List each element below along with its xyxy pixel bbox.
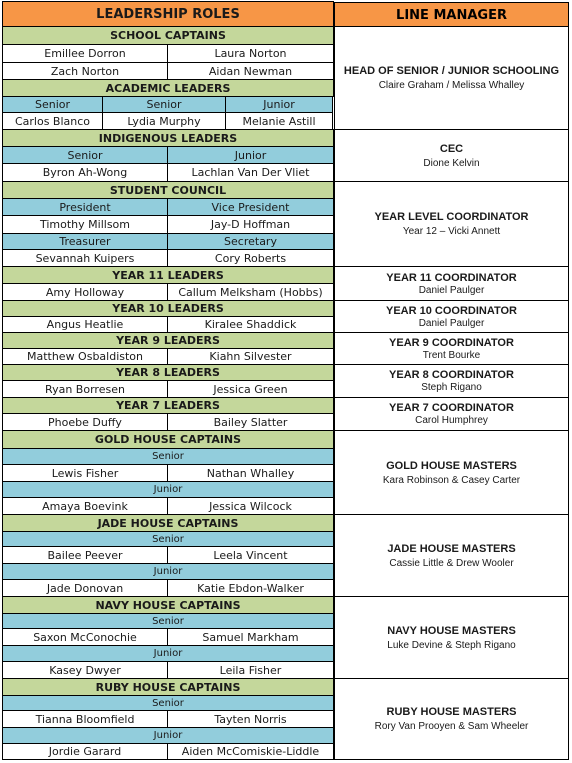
manager-cell <box>334 364 569 398</box>
manager-name: Cassie Little & Drew Wooler <box>389 557 514 569</box>
name-cell: Jay-D Hoffman <box>167 215 334 234</box>
line-manager-header-text: LINE MANAGER <box>396 7 507 23</box>
name-cell: Melanie Astill <box>225 112 333 130</box>
name-cell: Amy Holloway <box>2 283 168 301</box>
navy-house-captains-title: NAVY HOUSE CAPTAINS <box>2 596 334 614</box>
manager-cell <box>334 430 569 515</box>
name-cell: Katie Ebdon-Walker <box>167 579 334 597</box>
name-cell: Sevannah Kuipers <box>2 249 168 267</box>
manager-name: Year 12 – Vicki Annett <box>402 226 501 237</box>
manager-name: Carol Humphrey <box>415 415 488 426</box>
leadership-table <box>2 2 569 760</box>
name-cell: Cory Roberts <box>167 249 334 267</box>
sub-label: President <box>2 198 168 216</box>
name-cell: Laura Norton <box>167 44 334 63</box>
manager-cell <box>334 129 569 182</box>
year-9-leaders-title: YEAR 9 LEADERS <box>2 332 334 349</box>
manager-title: NAVY HOUSE MASTERS <box>387 624 516 637</box>
sub-label: Junior <box>225 96 333 113</box>
manager-title: YEAR 7 COORDINATOR <box>389 402 514 414</box>
manager-title: YEAR 9 COORDINATOR <box>389 336 514 349</box>
name-cell: Zach Norton <box>2 62 168 80</box>
manager-title: RUBY HOUSE MASTERS <box>386 706 517 718</box>
manager-title: HEAD OF SENIOR / JUNIOR SCHOOLING <box>343 65 560 77</box>
sub-label: Senior <box>2 146 168 164</box>
leadership-roles-column <box>2 2 334 760</box>
name-cell: Aidan Newman <box>167 62 334 80</box>
name-cell: Tianna Bloomfield <box>2 710 168 728</box>
name-cell: Byron Ah-Wong <box>2 163 168 182</box>
name-cell: Matthew Osbaldiston <box>2 348 168 365</box>
school-captains-title: SCHOOL CAPTAINS <box>2 26 334 45</box>
sub-label: Junior <box>2 481 334 498</box>
sub-label: Junior <box>2 727 334 744</box>
manager-name: Trent Bourke <box>422 349 481 361</box>
manager-title: YEAR LEVEL COORDINATOR <box>374 211 529 223</box>
manager-cell <box>334 266 569 301</box>
sub-label: Junior <box>2 563 334 580</box>
manager-name: Kara Robinson & Casey Carter <box>382 474 521 486</box>
name-cell: Phoebe Duffy <box>2 413 168 431</box>
name-cell: Kasey Dwyer <box>2 661 168 679</box>
student-council-title: STUDENT COUNCIL <box>2 181 334 199</box>
sub-label: Senior <box>2 448 334 465</box>
name-cell: Kiahn Silvester <box>167 348 334 365</box>
manager-cell <box>334 181 569 267</box>
name-cell: Lydia Murphy <box>102 112 226 130</box>
manager-name: Daniel Paulger <box>418 317 485 329</box>
name-cell: Jordie Garard <box>2 743 168 760</box>
line-manager-column <box>334 2 569 760</box>
manager-name: Daniel Paulger <box>418 284 485 296</box>
name-cell: Ryan Borresen <box>2 380 168 398</box>
manager-cell <box>334 678 569 760</box>
name-cell: Callum Melksham (Hobbs) <box>167 283 334 301</box>
name-cell: Timothy Millsom <box>2 215 168 234</box>
name-cell: Lewis Fisher <box>2 464 168 482</box>
line-manager-header <box>334 2 569 28</box>
year-8-leaders-title: YEAR 8 LEADERS <box>2 364 334 381</box>
sub-label: Secretary <box>167 233 334 250</box>
sub-label: Senior <box>102 96 226 113</box>
name-cell: Angus Heatlie <box>2 316 168 333</box>
sub-label: Senior <box>2 96 103 113</box>
manager-cell <box>334 596 569 679</box>
name-cell: Emillee Dorron <box>2 44 168 63</box>
manager-title: GOLD HOUSE MASTERS <box>386 459 517 472</box>
name-cell: Leela Vincent <box>167 546 334 564</box>
leadership-roles-header: LEADERSHIP ROLES <box>2 1 334 27</box>
name-cell: Kiralee Shaddick <box>167 316 334 333</box>
manager-title: YEAR 11 COORDINATOR <box>386 271 517 284</box>
sub-label: Senior <box>2 695 334 711</box>
name-cell: Jade Donovan <box>2 579 168 597</box>
name-cell: Aiden McComiskie-Liddle <box>167 743 334 760</box>
year-11-leaders-title: YEAR 11 LEADERS <box>2 266 334 284</box>
manager-name: Rory Van Prooyen & Sam Wheeler <box>374 721 529 732</box>
name-cell: Nathan Whalley <box>167 464 334 482</box>
manager-title: CEC <box>439 142 464 155</box>
manager-name: Dione Kelvin <box>423 157 480 169</box>
name-cell: Samuel Markham <box>167 628 334 646</box>
sub-label: Junior <box>2 645 334 662</box>
name-cell: Bailee Peever <box>2 546 168 564</box>
manager-cell <box>334 397 569 431</box>
manager-cell <box>334 26 569 130</box>
manager-title: YEAR 10 COORDINATOR <box>385 304 517 317</box>
sub-label: Senior <box>2 613 334 629</box>
gold-house-captains-title: GOLD HOUSE CAPTAINS <box>2 430 334 449</box>
sub-label: Treasurer <box>2 233 168 250</box>
name-cell: Jessica Wilcock <box>167 497 334 515</box>
manager-title: YEAR 8 COORDINATOR <box>389 369 514 381</box>
sub-label: Vice President <box>167 198 334 216</box>
name-cell: Leila Fisher <box>167 661 334 679</box>
manager-title: JADE HOUSE MASTERS <box>387 542 516 555</box>
ruby-house-captains-title: RUBY HOUSE CAPTAINS <box>2 678 334 696</box>
sub-label: Senior <box>2 531 334 547</box>
manager-cell <box>334 300 569 333</box>
manager-name: Claire Graham / Melissa Whalley <box>378 80 525 91</box>
indigenous-leaders-title: INDIGENOUS LEADERS <box>2 129 334 147</box>
name-cell: Carlos Blanco <box>2 112 103 130</box>
name-cell: Saxon McConochie <box>2 628 168 646</box>
manager-name: Steph Rigano <box>421 382 482 393</box>
name-cell: Bailey Slatter <box>167 413 334 431</box>
name-cell: Tayten Norris <box>167 710 334 728</box>
name-cell: Lachlan Van Der Vliet <box>167 163 334 182</box>
jade-house-captains-title: JADE HOUSE CAPTAINS <box>2 514 334 532</box>
manager-cell <box>334 332 569 365</box>
manager-name: Luke Devine & Steph Rigano <box>387 639 516 651</box>
year-7-leaders-title: YEAR 7 LEADERS <box>2 397 334 414</box>
name-cell: Amaya Boevink <box>2 497 168 515</box>
academic-leaders-title: ACADEMIC LEADERS <box>2 79 334 97</box>
sub-label: Junior <box>167 146 334 164</box>
name-cell: Jessica Green <box>167 380 334 398</box>
year-10-leaders-title: YEAR 10 LEADERS <box>2 300 334 317</box>
manager-cell <box>334 514 569 597</box>
